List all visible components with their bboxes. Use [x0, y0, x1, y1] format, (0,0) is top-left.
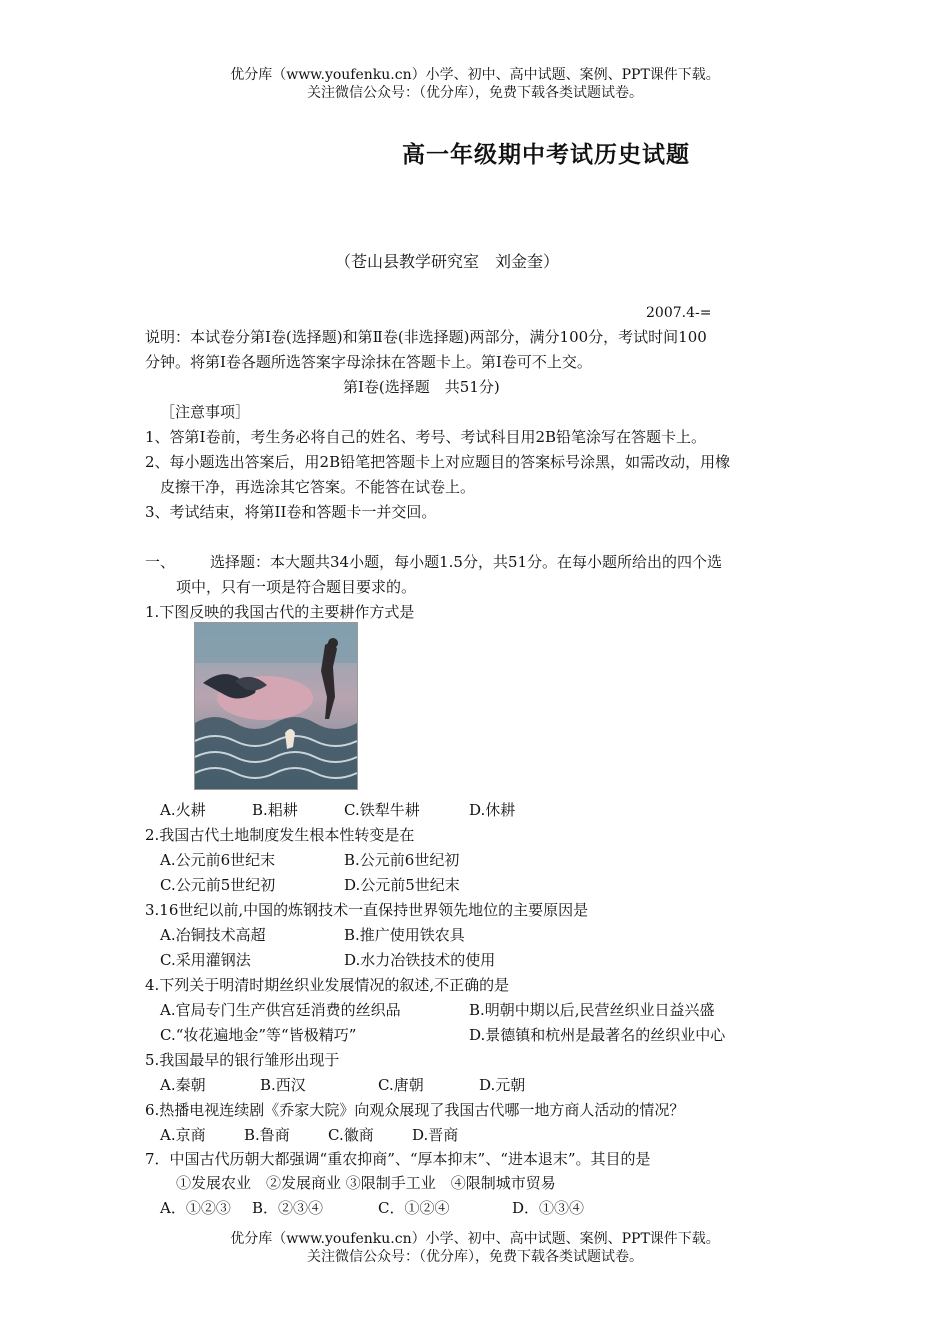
- question-4-option-c: C.“妆花遍地金”等“皆极精巧”: [160, 1026, 357, 1044]
- part-description: 选择题：本大题共34小题，每小题1.5分，共51分。在每小题所给出的四个选: [210, 553, 723, 571]
- question-1-option-d: D.休耕: [469, 801, 516, 819]
- question-5-option-c: C.唐朝: [378, 1076, 424, 1094]
- question-2-option-d: D.公元前5世纪末: [344, 876, 460, 894]
- notice-item-2-cont: 皮擦干净，再选涂其它答案。不能答在试卷上。: [160, 478, 476, 496]
- section-title: 第Ⅰ卷(选择题 共51分): [343, 378, 500, 396]
- question-7-stem: 7．中国古代历朝大都强调“重农抑商”、“厚本抑末”、“进本退末”。其目的是: [145, 1150, 651, 1168]
- notice-item-2: 2、每小题选出答案后，用2B铅笔把答题卡上对应题目的答案标号涂黑，如需改动，用橡: [145, 453, 731, 471]
- question-3-option-d: D.水力冶铁技术的使用: [344, 951, 496, 969]
- question-2-option-c: C.公元前5世纪初: [160, 876, 276, 894]
- question-6-option-b: B.鲁商: [244, 1126, 290, 1144]
- question-3-stem: 3.16世纪以前,中国的炼钢技术一直保持世界领先地位的主要原因是: [145, 901, 589, 919]
- question-5-option-b: B.西汉: [260, 1076, 306, 1094]
- question-1-stem: 1.下图反映的我国古代的主要耕作方式是: [145, 603, 415, 621]
- question-7-option-a: A．①②③: [160, 1199, 231, 1217]
- question-6-option-d: D.晋商: [412, 1126, 459, 1144]
- question-4-option-a: A.官局专门生产供宫廷消费的丝织品: [160, 1001, 401, 1019]
- question-3-option-a: A.冶铜技术高超: [160, 926, 266, 944]
- site-footer-line2: 关注微信公众号：（优分库），免费下载各类试题试卷。: [307, 1249, 643, 1265]
- author-line: （苍山县教学研究室 刘金奎）: [335, 252, 560, 271]
- question-2-option-b: B.公元前6世纪初: [344, 851, 460, 869]
- question-4-option-d: D.景德镇和杭州是最著名的丝织业中心: [469, 1026, 726, 1044]
- question-7-option-c: C．①②④: [378, 1199, 450, 1217]
- question-6-stem: 6.热播电视连续剧《乔家大院》向观众展现了我国古代哪一地方商人活动的情况？: [145, 1101, 685, 1119]
- site-header-line2: 关注微信公众号：（优分库），免费下载各类试题试卷。: [307, 85, 643, 101]
- question-2-stem: 2.我国古代土地制度发生根本性转变是在: [145, 826, 415, 844]
- part-description-cont: 项中，只有一项是符合题目要求的。: [176, 578, 417, 596]
- notice-item-1: 1、答第Ⅰ卷前，考生务必将自己的姓名、考号、考试科目用2B铅笔涂写在答题卡上。: [145, 428, 707, 446]
- part-number: 一、: [145, 553, 176, 571]
- farming-painting-image: [194, 622, 358, 790]
- question-1-option-a: A.火耕: [160, 801, 206, 819]
- instructions-line1: 说明：本试卷分第Ⅰ卷(选择题)和第Ⅱ卷(非选择题)两部分，满分100分，考试时间100: [145, 328, 707, 346]
- question-2-option-a: A.公元前6世纪末: [160, 851, 276, 869]
- question-5-option-a: A.秦朝: [160, 1076, 206, 1094]
- site-header-line1: 优分库（www.youfenku.cn）小学、初中、高中试题、案例、PPT课件下载。: [230, 67, 720, 83]
- notice-title: ［注意事项］: [160, 403, 251, 421]
- exam-date: 2007.4-=: [646, 305, 712, 321]
- notice-item-3: 3、考试结束，将第II卷和答题卡一并交回。: [145, 503, 437, 521]
- question-4-option-b: B.明朝中期以后,民营丝织业日益兴盛: [469, 1001, 715, 1019]
- exam-title: 高一年级期中考试历史试题: [402, 142, 690, 168]
- question-6-option-c: C.徽商: [328, 1126, 374, 1144]
- site-footer-line1: 优分库（www.youfenku.cn）小学、初中、高中试题、案例、PPT课件下载。: [230, 1231, 720, 1247]
- instructions-line2: 分钟。将第Ⅰ卷各题所选答案字母涂抹在答题卡上。第Ⅰ卷可不上交。: [145, 353, 592, 371]
- question-3-option-c: C.采用灌钢法: [160, 951, 251, 969]
- question-7-items: ①发展农业 ②发展商业 ③限制手工业 ④限制城市贸易: [176, 1174, 556, 1192]
- question-7-option-b: B．②③④: [252, 1199, 324, 1217]
- question-3-option-b: B.推广使用铁农具: [344, 926, 465, 944]
- question-5-stem: 5.我国最早的银行雏形出现于: [145, 1051, 340, 1069]
- question-1-option-b: B.耜耕: [252, 801, 298, 819]
- question-1-option-c: C.铁犁牛耕: [344, 801, 420, 819]
- question-7-option-d: D．①③④: [512, 1199, 585, 1217]
- question-4-stem: 4.下列关于明清时期丝织业发展情况的叙述,不正确的是: [145, 976, 510, 994]
- question-6-option-a: A.京商: [160, 1126, 206, 1144]
- question-5-option-d: D.元朝: [479, 1076, 526, 1094]
